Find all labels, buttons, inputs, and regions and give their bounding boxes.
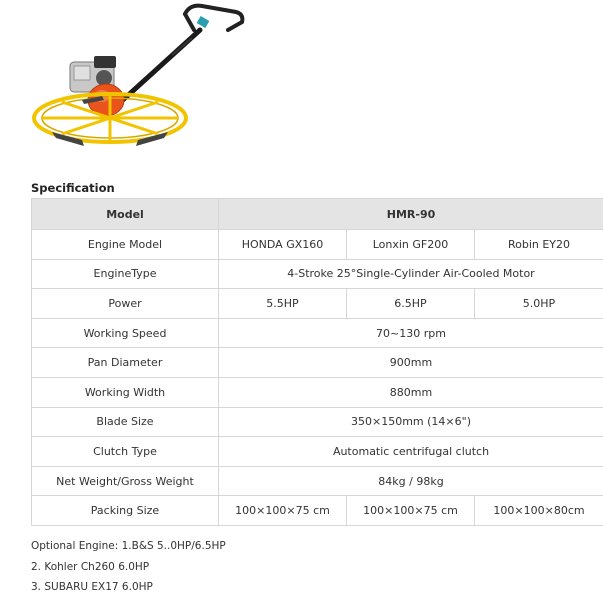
table-row [32, 437, 603, 467]
cell-value: Automatic centrifugal clutch [219, 437, 603, 467]
cell-value: 5.5HP [219, 289, 347, 319]
cell-value: 5.0HP [475, 289, 603, 319]
cell-value: 4-Stroke 25°Single-Cylinder Air-Cooled Motor [219, 259, 603, 289]
cell-value: 100×100×75 cm [219, 496, 347, 526]
row-label: Working Width [32, 377, 219, 407]
model-header-label: Model [32, 199, 219, 230]
table-row [32, 496, 603, 526]
row-label: Power [32, 289, 219, 319]
note-line: 3. SUBARU EX17 6.0HP [31, 577, 226, 598]
row-label: Blade Size [32, 407, 219, 437]
cell-value: 350×150mm (14×6") [219, 407, 603, 437]
cell-value: 100×100×75 cm [347, 496, 475, 526]
row-label: Net Weight/Gross Weight [32, 466, 219, 496]
spec-header-row [32, 199, 603, 230]
table-row [32, 230, 603, 260]
optional-engine-notes [31, 536, 226, 598]
cell-value: 100×100×80cm [475, 496, 603, 526]
row-label: Clutch Type [32, 437, 219, 467]
cell-value: 6.5HP [347, 289, 475, 319]
cell-value: HONDA GX160 [219, 230, 347, 260]
table-row [32, 348, 603, 378]
cell-value: Lonxin GF200 [347, 230, 475, 260]
row-label: Pan Diameter [32, 348, 219, 378]
cell-value: 880mm [219, 377, 603, 407]
table-row [32, 466, 603, 496]
row-label: EngineType [32, 259, 219, 289]
table-row [32, 377, 603, 407]
cell-value: 84kg / 98kg [219, 466, 603, 496]
spec-heading: Specification [31, 181, 115, 195]
table-row [32, 407, 603, 437]
table-row [32, 318, 603, 348]
row-label: Engine Model [32, 230, 219, 260]
table-row [32, 289, 603, 319]
row-label: Working Speed [32, 318, 219, 348]
spec-table [31, 198, 603, 526]
cell-value: Robin EY20 [475, 230, 603, 260]
table-row [32, 259, 603, 289]
note-line: 2. Kohler Ch260 6.0HP [31, 557, 226, 578]
model-header-value: HMR-90 [219, 199, 603, 230]
row-label: Packing Size [32, 496, 219, 526]
cell-value: 900mm [219, 348, 603, 378]
product-image [22, 0, 262, 160]
cell-value: 70~130 rpm [219, 318, 603, 348]
note-line: Optional Engine: 1.B&S 5..0HP/6.5HP [31, 536, 226, 557]
